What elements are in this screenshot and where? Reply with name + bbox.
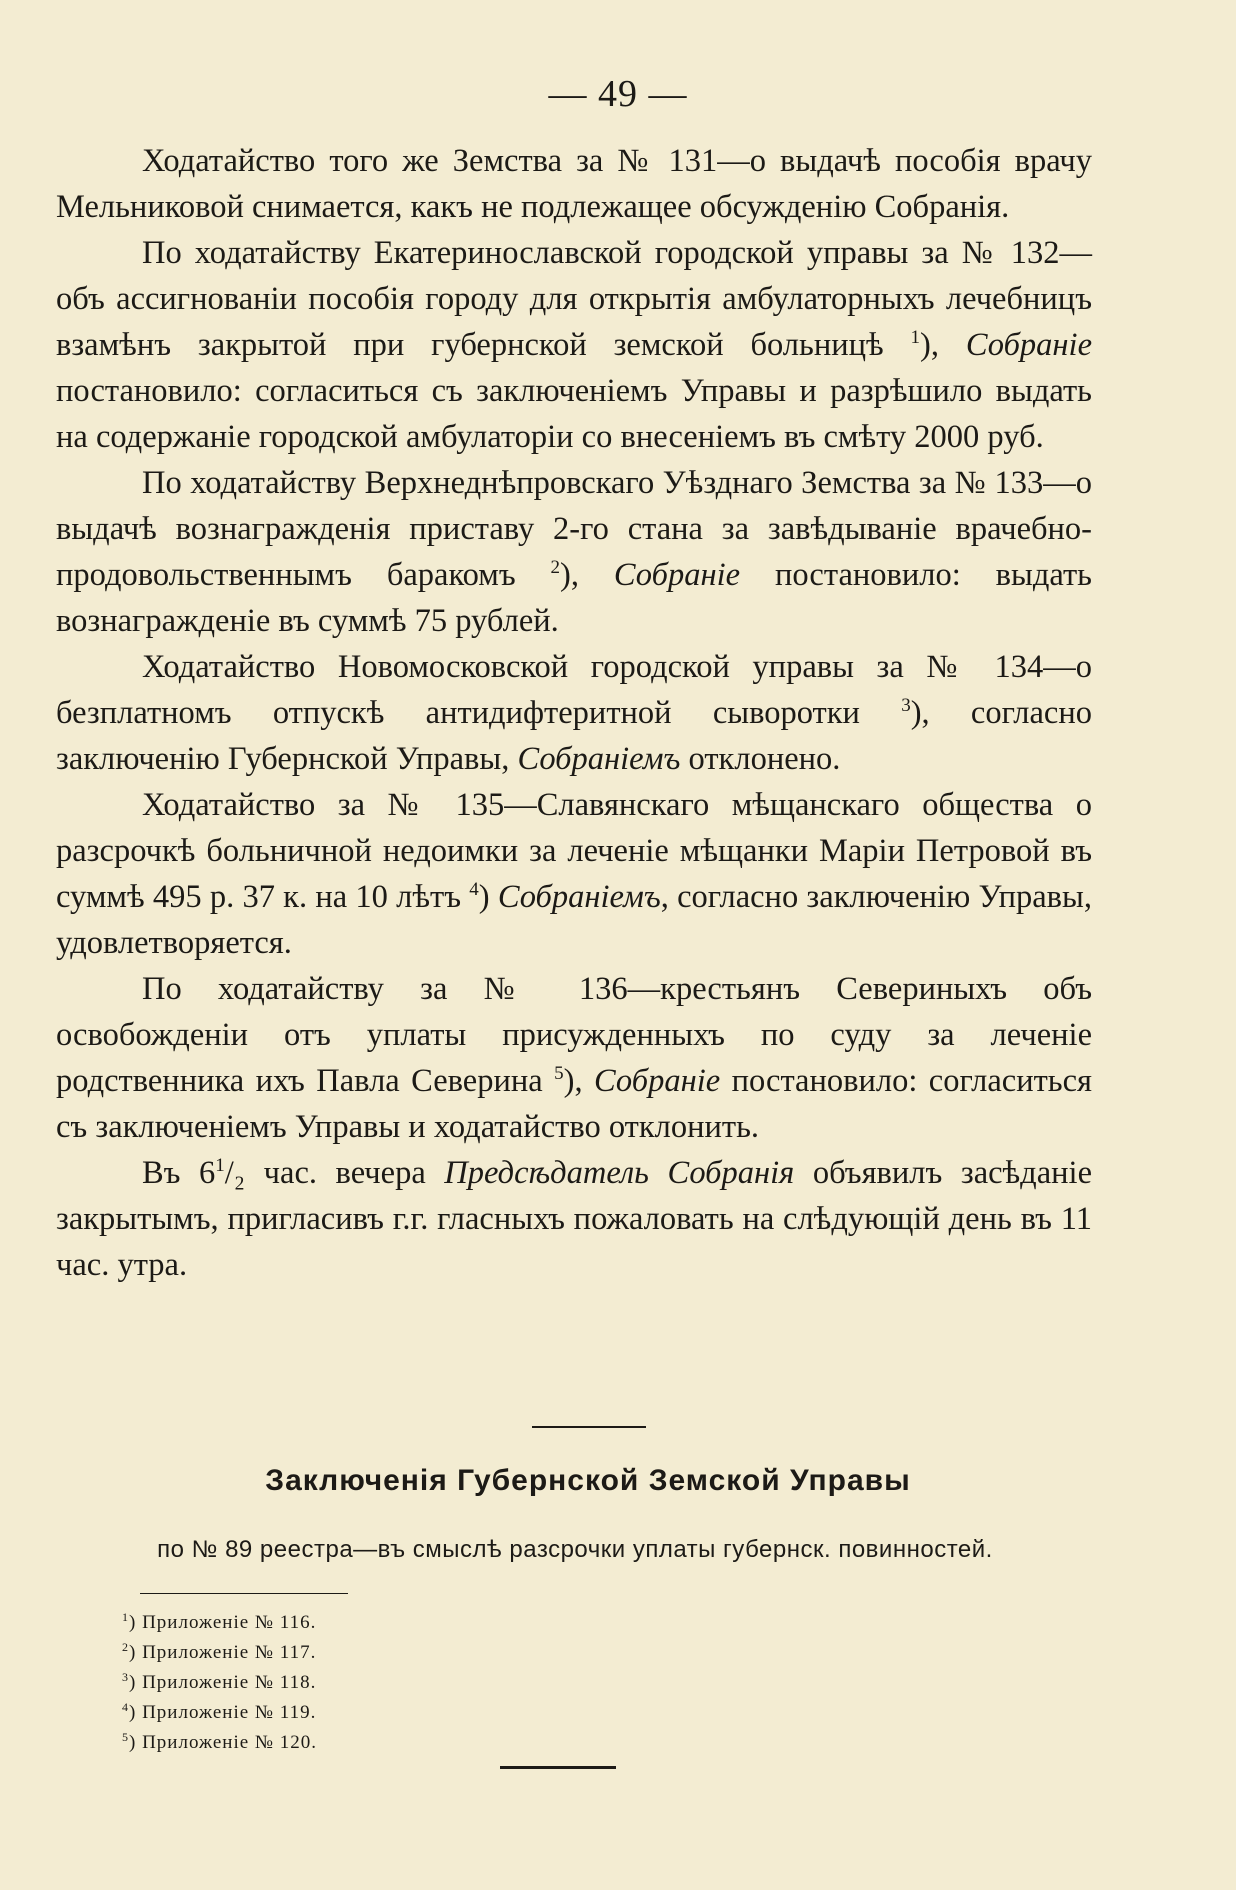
footnote bbox=[122, 1638, 317, 1668]
text-run: ), bbox=[920, 327, 966, 363]
body-text bbox=[56, 138, 1092, 1288]
text-run: По ходатайству Верхнеднѣпровскаго Уѣзднаго Земства за № 133—о выдачѣ вознагражденія приставу 2-го стана за завѣдываніе врачебно-продовольственнымъ баракомъ bbox=[56, 465, 1092, 593]
footnote-text: ) Приложеніе № 117. bbox=[129, 1642, 317, 1663]
footnote-mark: 5 bbox=[122, 1730, 129, 1744]
text-run: постановило: выдать вознагражденіе въ суммѣ 75 рублей. bbox=[56, 557, 1092, 639]
text-run: Въ 6 bbox=[142, 1155, 216, 1191]
text-run: ), bbox=[563, 1063, 594, 1099]
italic-text: Предсѣдатель Собранія bbox=[444, 1155, 795, 1191]
italic-text: Собраніе bbox=[613, 557, 741, 593]
footnotes-list bbox=[122, 1608, 317, 1758]
footnote-ref: 1 bbox=[910, 327, 921, 348]
italic-text: Собраніемъ bbox=[497, 879, 661, 915]
paragraph bbox=[56, 230, 1092, 460]
footnote-ref: 5 bbox=[554, 1063, 564, 1084]
text-run: , согласно заключенію Управы, удовлетворяется. bbox=[56, 879, 1092, 961]
section-divider bbox=[532, 1426, 646, 1428]
text-run: Ходатайство за № 135—Славянскаго мѣщанскаго общества о разсрочкѣ больничной недоимки за леченіе мѣщанки Маріи Петровой въ суммѣ 495 р. 37 к. на 10 лѣтъ bbox=[56, 787, 1092, 915]
text-run: ), bbox=[560, 557, 614, 593]
end-divider bbox=[500, 1766, 616, 1769]
text-run: постановило: согласиться съ заключеніемъ Управы и ходатайство отклонить. bbox=[56, 1063, 1092, 1145]
paragraph bbox=[56, 1150, 1092, 1288]
text-run: Ходатайство Новомосковской городской управы за № 134—о безплатномъ отпускѣ антидифтеритной сыворотки bbox=[56, 649, 1092, 731]
paragraph bbox=[56, 782, 1092, 966]
footnote-divider bbox=[140, 1593, 348, 1594]
text-run: По ходатайству за № 136—крестьянъ Севериныхъ объ освобожденіи отъ уплаты присужденныхъ по суду за леченіе родственника ихъ Павла Северина bbox=[56, 971, 1092, 1099]
footnote-mark: 2 bbox=[122, 1640, 129, 1654]
italic-text: Собраніе bbox=[965, 327, 1093, 363]
text-run: По ходатайству Екатеринославской городской управы за № 132—объ ассигнованіи пособія городу для открытія амбулаторныхъ лечебницъ взамѣнъ закрытой при губернской земской больницѣ bbox=[56, 235, 1092, 363]
text-run: объявилъ засѣданіе закрытымъ, пригласивъ г.г. гласныхъ пожаловать на слѣдующій день въ 11 час. утра. bbox=[56, 1155, 1092, 1283]
paragraph bbox=[56, 644, 1092, 782]
footnote-mark: 3 bbox=[122, 1670, 129, 1684]
section-title: Заключенія Губернской Земской Управы bbox=[265, 1464, 911, 1497]
text-run: Ходатайство того же Земства за № 131—о выдачѣ пособія врачу Мельниковой снимается, какъ не подлежащее обсужденію Собранія. bbox=[56, 143, 1092, 225]
paragraph bbox=[56, 138, 1092, 230]
text-run: /₂ час. вечера bbox=[224, 1155, 445, 1191]
page-number: — 49 — bbox=[548, 73, 688, 115]
footnote-ref: 1 bbox=[215, 1155, 225, 1176]
paragraph bbox=[56, 460, 1092, 644]
footnote bbox=[122, 1668, 317, 1698]
text-run: отклонено. bbox=[680, 741, 841, 777]
footnote-ref: 3 bbox=[901, 695, 911, 716]
footnote-text: ) Приложеніе № 119. bbox=[129, 1702, 317, 1723]
paragraph bbox=[56, 966, 1092, 1150]
text-run: ), согласно заключенію Губернской Управы, bbox=[56, 695, 1092, 777]
italic-text: Собраніемъ bbox=[517, 741, 681, 777]
footnote bbox=[122, 1698, 317, 1728]
text-run: ) bbox=[478, 879, 498, 915]
italic-text: Собраніе bbox=[594, 1063, 721, 1099]
footnote-text: ) Приложеніе № 118. bbox=[129, 1672, 317, 1693]
section-subtitle: по № 89 реестра—въ смыслѣ разсрочки уплаты губернск. повинностей. bbox=[157, 1536, 993, 1563]
text-run: постановило: согласиться съ заключеніемъ Управы и разрѣшило выдать на содержаніе городской амбулаторіи со внесеніемъ въ смѣту 2000 руб. bbox=[56, 373, 1092, 455]
footnote-mark: 1 bbox=[122, 1610, 129, 1624]
footnote bbox=[122, 1608, 317, 1638]
footnote bbox=[122, 1728, 317, 1758]
footnote-ref: 4 bbox=[469, 879, 479, 900]
footnote-ref: 2 bbox=[550, 557, 561, 578]
footnote-text: ) Приложеніе № 116. bbox=[129, 1612, 317, 1633]
footnote-text: ) Приложеніе № 120. bbox=[129, 1732, 318, 1753]
footnote-mark: 4 bbox=[122, 1700, 129, 1714]
